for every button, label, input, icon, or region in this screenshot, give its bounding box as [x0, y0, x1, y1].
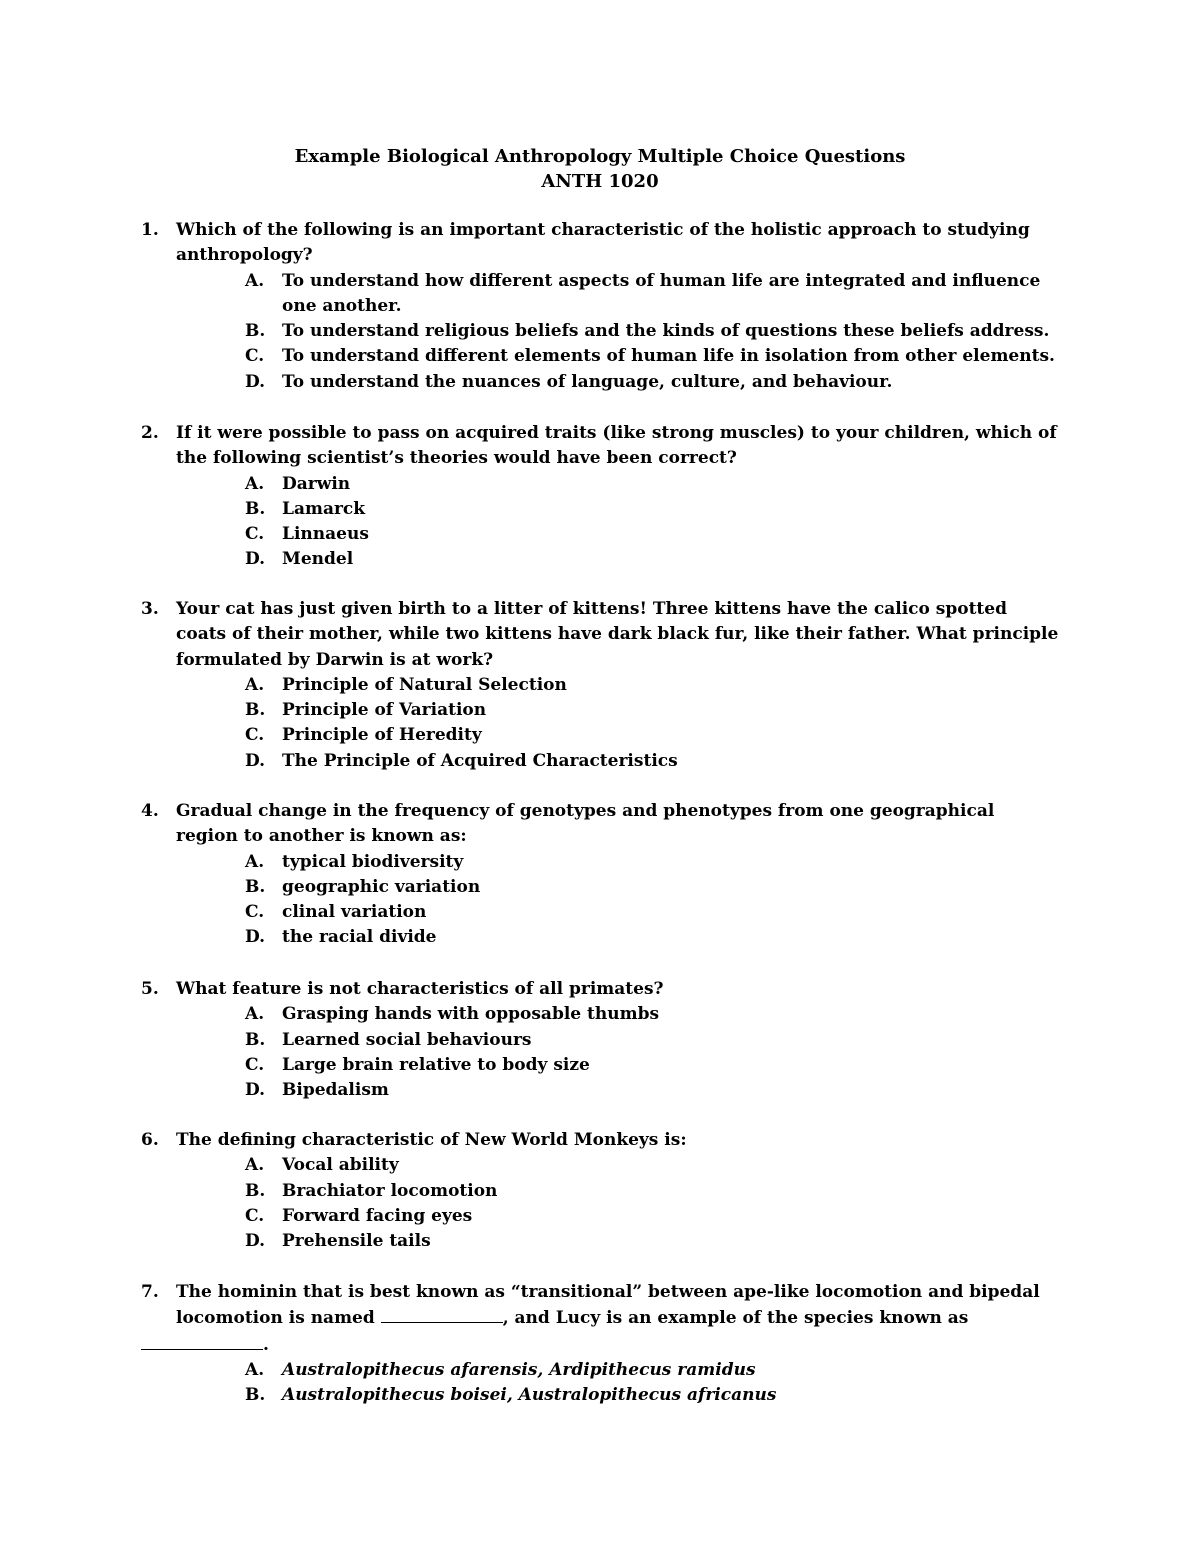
answer-blank-1 — [381, 1305, 503, 1323]
option-text: Bipedalism — [282, 1080, 389, 1101]
option-text: To understand the nuances of language, culture, and behaviour. — [282, 371, 893, 392]
option-a — [141, 1358, 1061, 1383]
question-text-continued — [141, 1332, 1061, 1358]
option-text: To understand religious beliefs and the kinds of questions these beliefs address. — [282, 321, 1050, 342]
option-letter: D. — [245, 927, 266, 948]
question-3 — [141, 597, 1061, 774]
question-text-part-3: . — [263, 1334, 269, 1355]
option-text: To understand different elements of human life in isolation from other elements. — [282, 346, 1055, 367]
option-text: Lamarck — [282, 498, 366, 519]
options-list — [141, 1153, 1061, 1254]
option-text: Australopithecus afarensis, Ardipithecus ramidus — [282, 1359, 756, 1380]
question-text: If it were possible to pass on acquired traits (like strong muscles) to your children, which of the following scientist’s theories would have been correct? — [176, 423, 1057, 469]
question-number: 6. — [141, 1130, 159, 1150]
options-list — [141, 1002, 1061, 1103]
option-text: Darwin — [282, 473, 351, 494]
option-text: geographic variation — [282, 876, 481, 897]
question-4 — [141, 799, 1061, 951]
option-letter: C. — [245, 1054, 265, 1075]
option-b — [141, 875, 1061, 900]
option-a — [141, 269, 1061, 320]
option-letter: D. — [245, 750, 266, 771]
question-number: 3. — [141, 599, 159, 619]
question-text-part-2: , and Lucy is an example of the species known as — [502, 1308, 969, 1329]
option-letter: A. — [245, 674, 265, 695]
option-letter: A. — [245, 1155, 265, 1176]
option-c — [141, 344, 1061, 369]
question-number: 1. — [141, 220, 159, 240]
question-2 — [141, 421, 1061, 573]
course-code: ANTH 1020 — [541, 171, 659, 192]
option-c — [141, 1053, 1061, 1078]
option-a — [141, 850, 1061, 875]
option-letter: B. — [245, 1029, 266, 1050]
option-text: Linnaeus — [282, 524, 369, 545]
question-number: 5. — [141, 979, 159, 999]
question-text: Which of the following is an important characteristic of the holistic approach to studying anthropology? — [176, 220, 1030, 266]
option-letter: A. — [245, 1359, 265, 1380]
option-text: typical biodiversity — [282, 851, 464, 872]
option-d — [141, 1078, 1061, 1103]
option-text: Learned social behaviours — [282, 1029, 532, 1050]
question-6 — [141, 1128, 1061, 1254]
option-text: Principle of Variation — [282, 700, 487, 721]
question-text: Your cat has just given birth to a litter of kittens! Three kittens have the calico spotted coats of their mother, while two kittens have dark black fur, like their father. What principle formulated by Darwin is at work? — [176, 599, 1059, 670]
option-b — [141, 1383, 1061, 1408]
option-b — [141, 497, 1061, 522]
option-text: Forward facing eyes — [282, 1205, 473, 1226]
option-letter: B. — [245, 1385, 266, 1406]
option-letter: D. — [245, 549, 266, 570]
option-text: To understand how different aspects of human life are integrated and influence one another. — [282, 270, 1041, 316]
option-letter: B. — [245, 700, 266, 721]
question-text: The defining characteristic of New World Monkeys is: — [176, 1130, 687, 1150]
option-letter: B. — [245, 498, 266, 519]
option-b — [141, 1028, 1061, 1053]
question-text: Gradual change in the frequency of genotypes and phenotypes from one geographical region to another is known as: — [176, 801, 995, 847]
option-c — [141, 900, 1061, 925]
option-a — [141, 1153, 1061, 1178]
option-text: Principle of Heredity — [282, 725, 482, 746]
option-letter: A. — [245, 270, 265, 291]
question-7 — [141, 1280, 1061, 1408]
option-d — [141, 749, 1061, 774]
option-d — [141, 925, 1061, 950]
option-letter: B. — [245, 1180, 266, 1201]
answer-blank-2 — [141, 1332, 263, 1350]
option-d — [141, 370, 1061, 395]
option-text: Grasping hands with opposable thumbs — [282, 1004, 660, 1025]
option-d — [141, 547, 1061, 572]
option-letter: B. — [245, 321, 266, 342]
option-a — [141, 673, 1061, 698]
option-letter: C. — [245, 902, 265, 923]
option-letter: D. — [245, 1080, 266, 1101]
option-b — [141, 1179, 1061, 1204]
option-c — [141, 1204, 1061, 1229]
options-list — [141, 269, 1061, 395]
option-text: Mendel — [282, 549, 354, 570]
question-number: 7. — [141, 1282, 159, 1302]
option-letter: D. — [245, 371, 266, 392]
question-text — [176, 1280, 1061, 1332]
question-text-part-1: The hominin that is best known as “transitional” between ape-like locomotion and bipedal locomotion is named — [176, 1282, 1040, 1329]
option-letter: B. — [245, 876, 266, 897]
question-text: What feature is not characteristics of all primates? — [176, 979, 664, 999]
option-text: the racial divide — [282, 927, 437, 948]
option-letter: C. — [245, 725, 265, 746]
question-5 — [141, 977, 1061, 1103]
option-text: Australopithecus boisei, Australopithecus africanus — [282, 1385, 777, 1406]
option-c — [141, 723, 1061, 748]
option-letter: C. — [245, 524, 265, 545]
option-letter: C. — [245, 1205, 265, 1226]
question-number: 2. — [141, 423, 159, 443]
question-1 — [141, 218, 1061, 395]
options-list — [141, 850, 1061, 951]
option-a — [141, 1002, 1061, 1027]
option-a — [141, 472, 1061, 497]
option-letter: A. — [245, 473, 265, 494]
options-list — [141, 1358, 1061, 1409]
options-list — [141, 472, 1061, 573]
question-number: 4. — [141, 801, 159, 821]
option-c — [141, 522, 1061, 547]
option-letter: C. — [245, 346, 265, 367]
option-letter: A. — [245, 1004, 265, 1025]
option-b — [141, 698, 1061, 723]
option-letter: D. — [245, 1231, 266, 1252]
option-text: Vocal ability — [282, 1155, 399, 1176]
option-text: clinal variation — [282, 902, 427, 923]
option-text: Principle of Natural Selection — [282, 674, 567, 695]
option-text: Prehensile tails — [282, 1231, 431, 1252]
option-d — [141, 1229, 1061, 1254]
option-text: Large brain relative to body size — [282, 1054, 590, 1075]
option-letter: A. — [245, 851, 265, 872]
options-list — [141, 673, 1061, 774]
option-text: The Principle of Acquired Characteristics — [282, 750, 678, 771]
option-b — [141, 319, 1061, 344]
document-title: Example Biological Anthropology Multiple Choice Questions — [294, 146, 906, 167]
option-text: Brachiator locomotion — [282, 1180, 498, 1201]
